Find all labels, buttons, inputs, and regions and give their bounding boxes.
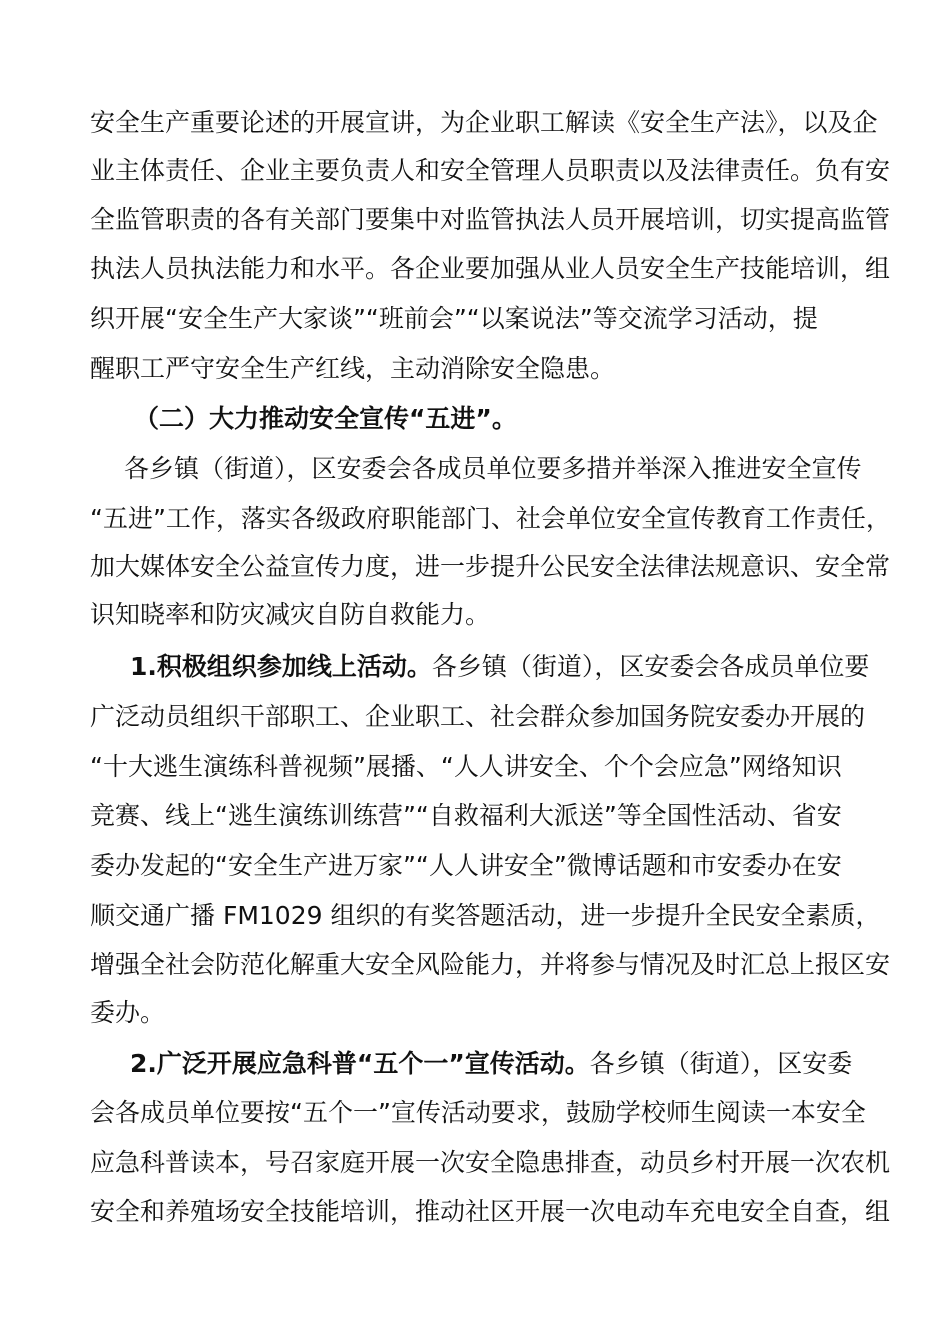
paragraph-line: 安全和养殖场安全技能培训，推动社区开展一次电动车充电安全自查，组 [90,1197,891,1226]
item-text: 各乡镇（街道），区安委 [589,1049,853,1078]
paragraph-line: 增强全社会防范化解重大安全风险能力，并将参与情况及时汇总上报区安 [90,950,891,979]
paragraph-line: 会各成员单位要按“五个一”宣传活动要求，鼓励学校师生阅读一本安全 [90,1098,866,1127]
paragraph-line: “五进”工作，落实各级政府职能部门、社会单位安全宣传教育工作责任， [90,504,891,533]
paragraph-line: 安全生产重要论述的开展宣讲，为企业职工解读《安全生产法》，以及企 [90,108,878,137]
item-line-2 [130,1047,852,1081]
paragraph-line: 醒职工严守安全生产红线，主动消除安全隐患。 [90,354,616,383]
section-heading: （二）大力推动安全宣传“五进”。 [134,404,517,433]
paragraph-line: 织开展“安全生产大家谈”“班前会”“以案说法”等交流学习活动，提 [90,304,818,333]
paragraph-line: 应急科普读本，号召家庭开展一次安全隐患排查，动员乡村开展一次农机 [90,1148,891,1177]
paragraph-line: 竞赛、线上“逃生演练训练营”“自救福利大派送”等全国性活动、省安 [90,801,842,830]
item-text: 各乡镇（街道），区安委会各成员单位要 [431,652,870,681]
item-line-1 [130,650,869,684]
paragraph-line: 广泛动员组织干部职工、企业职工、社会群众参加国务院安委办开展的 [90,702,866,731]
paragraph-line: 全监管职责的各有关部门要集中对监管执法人员开展培训，切实提高监管 [90,205,891,234]
paragraph-line: 各乡镇（街道），区安委会各成员单位要多措并举深入推进安全宣传 [124,454,862,483]
paragraph-line: 业主体责任、企业主要负责人和安全管理人员职责以及法律责任。负有安 [90,156,891,185]
paragraph-line: 委办发起的“安全生产进万家”“人人讲安全”微博话题和市安委办在安 [90,851,842,880]
paragraph-line: 识知晓率和防灾减灾自防自救能力。 [90,600,491,629]
item-heading: 1.积极组织参加线上活动。 [130,652,432,681]
paragraph-line: 执法人员执法能力和水平。各企业要加强从业人员安全生产技能培训，组 [90,254,891,283]
paragraph-line: 加大媒体安全公益宣传力度，进一步提升公民安全法律法规意识、安全常 [90,552,891,581]
paragraph-line: 顺交通广播 FM1029 组织的有奖答题活动，进一步提升全民安全素质， [90,901,881,930]
item-heading: 2.广泛开展应急科普“五个一”宣传活动。 [130,1049,590,1078]
paragraph-line: 委办。 [90,998,166,1027]
paragraph-line: “十大逃生演练科普视频”展播、“人人讲安全、个个会应急”网络知识 [90,752,842,781]
